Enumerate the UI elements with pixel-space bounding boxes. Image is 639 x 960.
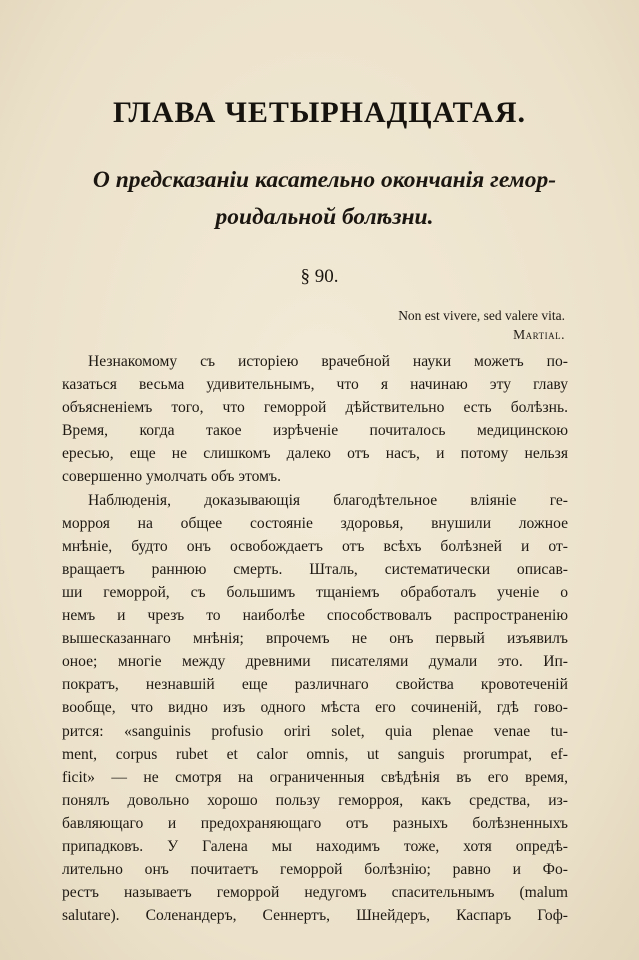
subtitle-line: О предсказанiи касательно окончанiя гемор- bbox=[92, 167, 557, 193]
body-text bbox=[62, 350, 568, 927]
body-line: Незнакомому съ исторiею врачебной науки можетъ по- bbox=[88, 353, 568, 370]
epigraph-author: Martial. bbox=[513, 327, 565, 342]
chapter-title: ГЛАВА ЧЕТЫРНАДЦАТАЯ. bbox=[112, 96, 527, 129]
body-line: припадковъ. У Галена мы находимъ тоже, хотя опредѣ- bbox=[62, 837, 568, 855]
body-line: ment, corpus rubet et calor omnis, ut sanguis prorumpat, ef- bbox=[62, 745, 568, 763]
body-line: объясненiемъ того, что геморрой дѣйствительно есть болѣзнь. bbox=[62, 399, 568, 417]
section-number: § 90. bbox=[300, 266, 339, 287]
body-line: Время, когда такое изрѣченiе почиталось медицинскою bbox=[62, 422, 568, 440]
body-line: понялъ довольно хорошо пользу геморроя, какъ средства, из- bbox=[62, 791, 568, 809]
body-line: немъ и чрезъ то наиболѣе способствовалъ распространенiю bbox=[62, 607, 568, 625]
body-line: морроя на общее состоянiе здоровья, внушили ложное bbox=[62, 514, 568, 532]
subtitle-line: роидальной болѣзни. bbox=[215, 204, 434, 230]
body-line: рестъ называетъ геморрой недугомъ спасительнымъ (malum bbox=[62, 884, 568, 902]
body-line: вращаетъ раннюю смерть. Шталь, систематически описав- bbox=[62, 560, 568, 578]
epigraph-quote: Non est vivere, sed valere vita. bbox=[398, 308, 565, 323]
body-line: казаться весьма удивительнымъ, что я начинаю эту главу bbox=[62, 376, 568, 394]
body-line: вышесказаннаго мнѣнiя; впрочемъ не онъ первый изъявилъ bbox=[62, 630, 568, 648]
body-line: лительно онъ почитаетъ геморрой болѣзнiю; равно и Фо- bbox=[62, 861, 568, 879]
body-line: Наблюденiя, доказывающiя благодѣтельное влiянiе ге- bbox=[88, 491, 568, 509]
chapter-subtitle bbox=[50, 162, 599, 236]
body-line: ши геморрой, съ большимъ тщанiемъ обработалъ ученiе о bbox=[62, 583, 568, 601]
body-line: пократъ, незнавшiй еще различнаго свойства кровотеченiй bbox=[62, 676, 568, 694]
body-line: ересью, еще не слишкомъ далеко отъ насъ, и потому нельзя bbox=[62, 445, 568, 463]
body-line: salutare). Соленандеръ, Сеннертъ, Шнейдеръ, Каспаръ Гоф- bbox=[62, 907, 568, 925]
body-line: рится: «sanguinis profusio oriri solet, quia plenae venae tu- bbox=[62, 722, 568, 740]
body-line: вообще, что видно изъ одного мѣста его сочиненiй, гдѣ гово- bbox=[62, 699, 568, 717]
body-line: ficit» — не смотря на ограниченныя свѣдѣнiя въ его время, bbox=[62, 768, 568, 786]
body-line: бавляющаго и предохраняющаго отъ разныхъ болѣзненныхъ bbox=[62, 814, 568, 832]
body-line: совершенно умолчать объ этомъ. bbox=[62, 468, 281, 486]
body-line: оное; многiе между древними писателями думали это. Ип- bbox=[62, 653, 568, 671]
epigraph bbox=[398, 306, 565, 344]
body-line: мнѣнiе, будто онъ освобождаетъ отъ всѣхъ болѣзней и от- bbox=[62, 537, 568, 555]
